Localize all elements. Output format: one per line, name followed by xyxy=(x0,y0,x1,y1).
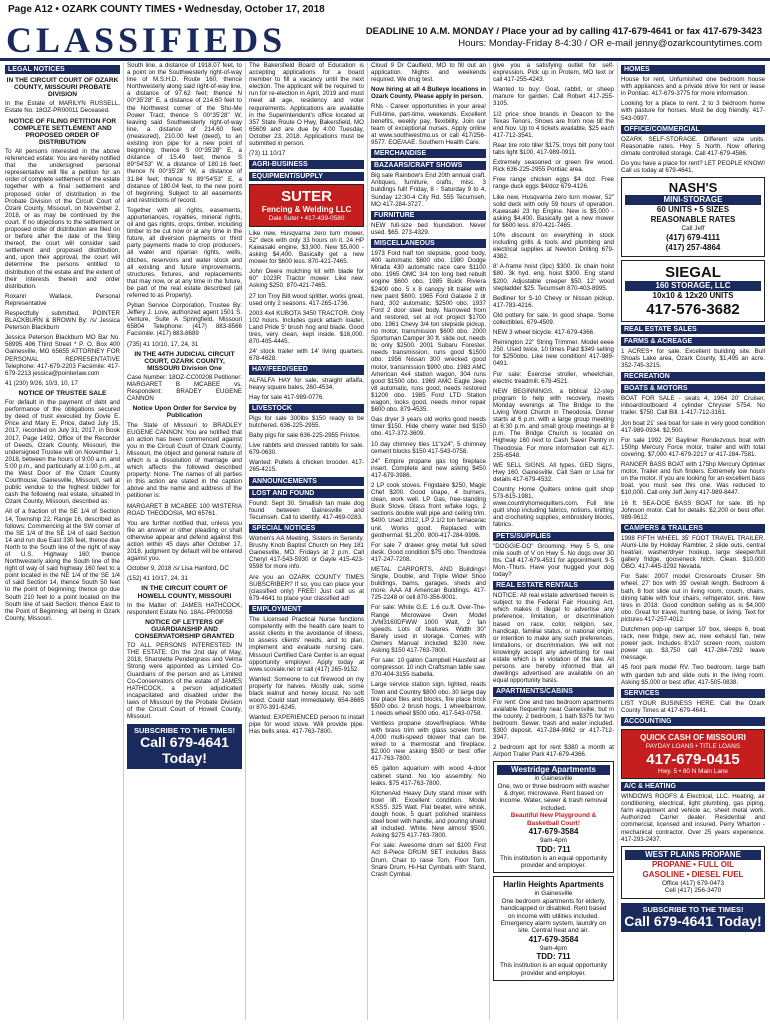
notice-text: (152) 41 10/17, 24, 31 xyxy=(127,575,188,583)
ad-text: 2 LP cook stoves. Frigidaire $250, Magic Chef $200. Good shape, 4 burners, clean, work well. LP Gas, free-standing Buck Stove. Glass front w/fake logs, 2 sections double wall pipe and ceiling trim. $400. Used 2012, LP 2 1/2 ton furnace/ac unit. Works good. Replaced with geothermal. $1,200. 800-417-284-9996. xyxy=(371,481,486,539)
ad-text: Rear tire roto tiller $175, troys bilt pony tool tabs light $100, 417-989-0911. xyxy=(493,141,614,157)
notice-text: Pyban Service Corporation, Trustee By: Jeffery J. Love, authorized agent 1501 S. Venture, Suite A Springfield, Missouri 65804 Telephone: (417) 883-8566 Facsimile: (417) 883-8689 xyxy=(127,302,242,338)
section-header: BOATS & MOTORS xyxy=(621,384,765,393)
ad-text: Bedliner for S-10 Chevy or Nissan pickup, 417-783-4216. xyxy=(493,294,614,309)
section-header: PETS/SUPPLIES xyxy=(493,532,614,541)
ad-text: The Bakersfield Board of Education is accepting applications for a board member to fill a vacancy until the next election. The applicant will be required to run for re-election in April, 2019 and must meet all age, residency and voter requirements. Applications are available in the Superintendent's office located at 357 State Route O Hwy, Bakersfield, MO 65609 and are due by 4:00 Tuesday, October 23, 2018. Applications must be submitted in person. xyxy=(249,62,364,148)
section-header: FURNITURE xyxy=(371,211,486,220)
section-header: FARMS & ACREAGE xyxy=(621,337,765,346)
ad-text: BOAT FOR SALE - seats 4, 1964 20' Cruiser, inboard/outboard 4 cylinder Chrysler 5754. No trailer. $750. Call Bill. 1-417-712-3161. xyxy=(621,395,765,417)
notice-text: In the Matter of: JAMES HATHCOCK, respondent Estate No. 18AL-PR00058 xyxy=(127,601,242,616)
ad-text: 1998 FIFTH WHEEL 35' FOOT TRAVEL TRAILER. Alumi-Lite by Holiday Rambler, 2 slide outs, central heat/air, washer/dryer hookup, large sleeper/full gallery fridge, gooseneck hitch. Clean. $10,000 OBO. 417-445-3292 Nevada. xyxy=(621,534,765,571)
ad-subtitle: GASOLINE • DIESEL FUEL xyxy=(642,869,744,879)
notice-text: You are further notified that, unless you file an answer or other pleading or shall otherwise appear and defend against this action within 45 days after October 17, 2018, judgment by default will be entered against you. xyxy=(127,519,242,563)
ad-text: Baby pigs for sale 636-225-2955 Fristoe. xyxy=(249,432,361,440)
notice-text: Jessica Peterson Blackburn MO Bar No. 58995 496 Third Street * P. O. Box 400 Gainesville, MO 65655 ATTORNEY FOR PERSONAL REPRESENTATIVE Telephone: 417-679-2203 Facsimile: 417-679-2213 jessica@pointerlaw.com xyxy=(5,334,120,377)
section-header: REAL ESTATE SALES xyxy=(621,325,765,334)
page-folio: Page A12 • OZARK COUNTY TIMES • Wednesday, October 17, 2018 xyxy=(8,4,325,15)
hours-line: Hours: Monday-Friday 8-4:30 / OR e-mail jenny@ozarkcountytimes.com xyxy=(458,38,762,49)
ad-phone: (417) 257-4864 xyxy=(665,242,721,252)
section-header: A/C & HEATING xyxy=(621,782,765,791)
section-header: MERCHANDISE xyxy=(371,149,486,158)
ad-text: NEW full-size bed foundation. Never used. $65. 273-4329. xyxy=(371,221,486,236)
subscribe-box xyxy=(621,903,765,932)
notice-heading: IN THE 44TH JUDICIAL CIRCUIT COURT, OZARK COUNTY, MISSOURI Division One xyxy=(134,350,235,372)
westridge-ad xyxy=(493,761,614,873)
ad-text: Wanted to buy: Goat, rabbit, or sheep manure for garden. Call Robert 417-255-3105. xyxy=(493,86,614,108)
ad-text: 24' stock trailer with 14' living quarters. 678-4628. xyxy=(249,348,364,363)
ad-phone: 417-679-0415 xyxy=(646,750,740,768)
ad-body: One, two or three bedroom with washer & dryer, microwave. Rent based on income. Water, sewer & trash removal included. xyxy=(497,782,610,812)
harlin-heights-ad xyxy=(493,876,614,981)
ad-text: ALFALFA HAY for sale, straight alfalfa, heavy square bales, 260-4534. xyxy=(249,376,364,391)
subscribe-phone: Call 679-4641 Today! xyxy=(624,912,762,929)
section-header: LIVESTOCK xyxy=(249,404,364,413)
ad-text: Wanted: Someone to cut firewood on my property for halves. Mostly oak, some black walnut and honey locust. No soft wood. Could start immediately. 654-8665 or 870-391-6245. xyxy=(249,675,364,712)
ad-text: "DOGGIE-DO" Grooming. Hwy 5 S, one mile south of V on Hwy 5. No dogs over 30 lbs. Call 417-679-4531 for appointment. 9-5 Mon.-Thurs. Have your hugged your dog today? xyxy=(493,542,614,578)
masthead xyxy=(0,22,770,61)
section-header: ACCOUNTING xyxy=(621,717,765,726)
ad-sizes: 60 UNITS • 5 SIZES xyxy=(656,205,730,215)
ad-text: Wanted: EXPERIENCED person to install pipe for wood stove. Will provide pipe. Has bells area. 417-763-7800. xyxy=(249,714,364,736)
ad-text: RNs - Career opportunities in your area! Full-time, part-time, weekends. Excellent benefits, weekly pay, flexibility. Join our team of exceptional nurses. Apply online at www.southwestmo.us or call 417/256-9577. EOE/AAE. Southern Health Care. xyxy=(371,103,486,146)
ad-text: Pigs for sale 300lbs $150 ready to be butchered. 636-225-2955. xyxy=(249,414,364,429)
ad-location: in Gainesville xyxy=(534,890,573,898)
notice-text: In the Estate of MARILYN RUSSELL, Estate No. 18OZ-PR00011 Deceased. xyxy=(5,100,120,115)
column-5 xyxy=(490,62,618,1020)
ad-tagline: Beautiful New Playground & Basketball Court! xyxy=(510,812,597,827)
ad-text: For Sale: 2007 model Crossroads Cruiser 5th wheel, 27' box with 35' overall length. Bedroom & bath, 8 foot slide out in living room, couch, chairs, dining table with four chairs, refrigerator, sink. New tires in 2018. Good condition selling as is $4,000 obo. Great for travel, hunting base, or living. Text for pictures 417-257-4012. xyxy=(621,573,765,623)
deadline-line: DEADLINE 10 A.M. MONDAY / Place your ad by calling 417-679-4641 or fax 417-679-3423 xyxy=(365,26,762,37)
section-header: EMPLOYMENT xyxy=(249,605,364,614)
ad-text: 16 ft. SEA-DOE BASS BOAT for sale. 85 hp Johnson motor. Call for details. $2,200 or best offer. 989-9612. xyxy=(621,499,765,521)
ad-text: For sale: Awesome drum set $100 First Act 8-Piece DRUM SET includes Bass Drum, Chair to raise Tom, Floor Tom, Snare Drum, Hi-Hat Cymbals with Stand, Crash Cymbal. xyxy=(371,842,486,878)
section-header: CAMPERS & TRAILERS xyxy=(621,524,765,533)
section-title: CLASSIFIEDS xyxy=(6,20,287,60)
ad-subtitle: 160 STORAGE, LLC xyxy=(625,281,761,291)
ad-text: 2003 4x4 KUBOTA 3450 TRACTOR. Only 102 hours. Includes quick attach loader, Land Pride 5' brush hog and blade. Good tires, very clean, kept inside. $16,000. 870-405-4445. xyxy=(249,309,364,346)
ad-text: 27 ton Troy Bilt wood splitter, works great, used only 2 seasons. 417-265-1736. xyxy=(249,292,364,307)
section-header: EQUIPMENT/SUPPLY xyxy=(249,172,364,181)
ad-title: Westridge Apartments xyxy=(497,765,610,775)
section-header: LEGAL NOTICES xyxy=(5,65,120,74)
ad-text: For rent: One and two bedroom apartments available frequently near Gainesville, but in the county. 2 bedroom, 1 bath $375 for two bedroom. Sewer, trash and water included. $300 deposit. 417-284-9962 or 417-712-3947. xyxy=(493,698,614,741)
ad-text: Jon boat 21' sea boat for sale in very good condition 417-989-0934. $2,500. xyxy=(621,419,765,434)
suter-ad xyxy=(249,184,364,226)
notice-text: TO ALL PERSONS INTERESTED IN THE ESTATE: On the 2nd day of May, 2018, Sharolette Pendergrass and Velma Strong were appointed as Limited Co-Guardians of the person and as Limited Co-Conservators of the estate of JAMES HATHCOCK, a person adjudicated incapacitated and disabled under the laws of Missouri by the Probate Division of the Circuit Court of Howell County, Missouri. xyxy=(127,642,242,721)
ad-text: Women's AA Meeting, Sisters in Serenity. Brushy Knob Baptist Church on Hwy 181 Gainesville, MO. Fridays at 2 p.m. Call Cheryl 417-543-5930 or Gayle 415-423-9598 for more info. xyxy=(249,535,364,571)
ad-text: Do you have a place for rent? LET PEOPLE KNOW! Call us today at 679-4641. xyxy=(621,160,765,175)
ad-subtitle: Fencing & Welding LLC xyxy=(261,205,352,215)
ad-text: Dutchmen pop-up camper 10' box, sleeps 6, boat rack, new fridge, new ac, new exhaust fan, new power jack. Includes 8'x10' screen room, custom power up. $3,750 call 417-284-7292 leave message. xyxy=(621,626,765,662)
ad-title: QUICK CASH OF MISSOURI xyxy=(640,733,746,743)
notice-text: MARGARET B MCABEE 100 WISTERIA ROAD THEODOSIA, MO 65761. xyxy=(127,502,242,517)
ad-text: Remington 22" String Trimmer. Model eeee 250. Used twice. 10 times Paid $349 selling for $250obo. Like new condition! 417-989-0491. xyxy=(493,339,614,368)
ad-title: SIEGAL xyxy=(665,263,721,281)
ad-subtitle: PAYDAY LOANS • TITLE LOANS xyxy=(645,743,741,751)
ad-text: Like new, Husqvarna zero turn mower, 52" solid deck with only 59 hours of operation. Kawasaki 23 hp Engine. New is $5,000 - asking $4,400. Basically get a new mower for $600 less. 870-421-7465. xyxy=(493,193,614,229)
ad-text: Extremely seasoned or green fire wood. Rick 636-225-2955 Pontiac area. xyxy=(493,159,614,174)
section-header: ANNOUNCEMENTS xyxy=(249,477,364,486)
ad-tdd: TDD: 711 xyxy=(536,844,571,854)
notice-text: Respectfully submitted, POINTER BLACKBURN & BROWN By: /s/ Jessica Peterson Blackburn xyxy=(5,310,120,332)
ad-phone: Dale Suter • 417-439-0580 xyxy=(268,215,345,223)
notice-text: Case Number: 18OZ-CC00208 Petitioner: MARGARET B MCABEE vs. Respondent: BRADEY EUGENE CANNON xyxy=(127,373,242,403)
deadline-info xyxy=(366,26,762,50)
ad-eoe: This institution is an equal opportunity provider and employer. xyxy=(500,854,607,869)
ad-tdd: TDD: 711 xyxy=(536,952,571,962)
section-header: AGRI-BUSINESS xyxy=(249,160,364,169)
ad-text: Country Home Quilters online quilt shop 573-615-1981, www.countryhomequilters.com. Full line quilt shop including fabrics, notions, knitting and crocheting supplies, embroidery blocks, fabrics. xyxy=(493,485,614,529)
ad-location: in Gainesville xyxy=(534,775,573,783)
ad-text: METAL CARPORTS, AND Buildings! Single, Double, and Triple Wide! Shoo buildings, barns, garages, sheds and more. AAA All American Buildings. 417-725-2248 or cell 870-356-9001. xyxy=(371,566,486,602)
ad-text: For sale 7 drawer grey metal full sized desk. Good condition $75 obo. Theodosia 417-247-7208. xyxy=(371,541,486,563)
section-header: APARTMENTS/CABINS xyxy=(493,687,614,696)
west-plains-propane-ad xyxy=(621,846,765,899)
ad-phone: 417-679-3584 xyxy=(528,827,579,837)
notice-text: Roxann Wallace, Personal Representative xyxy=(5,292,120,307)
notice-text: 41 (230) 9/26, 10/3, 10, 17 xyxy=(5,379,78,387)
ad-text: Live rabbits and dressed rabbits for sale. 679-0630. xyxy=(249,442,364,457)
ad-text: OZARK SELF-STORAGE. Different size units. Reasonable rates. Hwy 5 North. Now offering climate controlled storage. Call 417-679-4586. xyxy=(621,135,765,157)
section-header: SPECIAL NOTICES xyxy=(249,524,364,533)
siegal-storage-ad xyxy=(621,260,765,322)
ad-text: WE SELL SIGNS. All types. GED Signs, Hwy 160, Gainesville. Call Sam or Lisa for details 417-679-4532. xyxy=(493,461,614,483)
ad-text: The Licensed Practical Nurse functions competently with the health care team to assist clients in the avoidance of illness, to assess clients' needs, and to plan, implement and evaluate nursing care. Missouri Certified Care Center is an equal opportunity employer. Apply today at www.scovale.net or call (417) 265-9152. xyxy=(249,616,364,673)
notice-text: For default in the payment of debt and performance of the obligations secured by deed of trust executed by Dovie E. Price and Mary E. Price, dated July 15, 2017, recorded on July 31, 2017, in Book 2017, Page 1492, Office of the Recorder of Deeds, Ozark County, Missouri, the undersigned Trustee will on November 1, 2018, between the hours of 9:00 a.m. and 5:00 p.m., and particularly at 1:00 p.m., at the West Door of the Ozark County Courthouse, Gainesville, Missouri, sell at public vendue to the highest bidder for cash the following real estate, situated in Ozark County, Missouri, described as: xyxy=(5,399,120,506)
ad-hours: 9am-4pm xyxy=(540,837,567,845)
quick-cash-ad xyxy=(621,729,765,779)
ad-text: 1973 Ford half ton stepside, good body, 400 automatic $600 obo. 1980 Dodge Mirada 430 automatic race care $1100 obo. 1965 OMC 3/4 ton long bed rebuilt engine $600 obo. 1985 Buick Riviera $2400 obo. 5 x 8 canopy tilt trailer with new paint $600. 1965 Ford Galaxie 2 dr hard, 302 automatic, $2500 obo. 1937 Ford 2 door steel body. Narrowed from and restored, set at not project $1700 obo. 1961 Chevy 3/4 ton stepside pickup, no motor, transmission $600 obo. 2000 Sportsman Camper 30 ft. slide out, needs tlc only $2500. 2001 Subaru Forester, needs transmission, runs good $1500 obo. 1956 Nissan 300 wrecked good motor, transmission $900 obo. 1983 AMC American 4x4 station wagon, 304 runs good $1500 obo. 1969 AMC Eagle Jeep v8 automatic, runs good, needs restored $1200 obo. 1985 Ford LTD Station wagon, looks good, needs minor repair $600 obo. 879-4535. xyxy=(371,250,486,414)
ad-phone: (417) 679-4111 xyxy=(666,232,720,242)
ad-text: 24" Empire propane gas log fireplace insert. Complete and new asking $450 417-679-3986. xyxy=(371,457,486,479)
column-2 xyxy=(124,62,246,1020)
nashs-storage-ad xyxy=(621,177,765,256)
ad-text: John Deere mulching kit with blade for 60" 1023R Tractor mower. Like new. Asking $250. 870-421-7465. xyxy=(249,268,364,290)
ad-eoe: This institution is an equal opportunity provider and employer. xyxy=(500,962,607,977)
notice-text: October 9, 2018 /s/ Lisa Hanford, DC xyxy=(127,565,229,573)
section-header: BAZAARS/CRAFT SHOWS xyxy=(371,161,486,170)
ad-text: give you a satisfying outlet for self-expression. Pick up in Protem, MO text or call 417-255-4243. xyxy=(493,62,614,84)
ad-text: Like new, Husqvarna zero turn mower, 52" deck with only 33 hours on it. 24 HP Kawasaki engine, $3,900. New $5,000 - asking $4,400. Basically get a new mower for $600 less. 870-421-7465. xyxy=(249,229,364,266)
notice-text: South line, a distance of 1918.07 feet, to a point on the Southwesterly right-of-way line of M.S.H.D. Route 160; thence Northwesterly along said right-of-way line, a distance of 97.62 feet; thence N 00°35'28" E, a distance of 214.60 feet to the Northwest corner of the Sho-Me Power Tract; thence S 00°35'28" W, leaving said Southwesterly right-of-way line, a distance of 214.60 feet (measured), 210.00 feet (deed), to an existing iron pipe for a new point of beginning; thence S 00°35'28" E, a distance of 15.49 feet; thence S 89°54'53" W, a distance of 180.16 feet; thence N 00°35'28" W, a distance of 31.84 feet; thence N 89°54'53" E, a distance of 180.04 feet, to the new point of beginning. Subject to all easements and restrictions of record. xyxy=(127,62,242,204)
ad-text: Cloud 9 Dr Caulfield, MO to fill out an application. Nights and weekends required. We drug test. xyxy=(371,62,486,84)
ad-hours: 9am-4pm xyxy=(540,944,567,952)
column-3 xyxy=(246,62,368,1020)
notice-heading: IN THE CIRCUIT COURT OF OZARK COUNTY, MISSOURI PROBATE DIVISION xyxy=(6,77,119,99)
ad-phone: 417-576-3682 xyxy=(646,300,740,318)
section-header: MISCELLANEOUS xyxy=(371,239,486,248)
ad-address: Hwy. 5 • 80 N Main Lane xyxy=(658,767,728,775)
subscribe-line: SUBSCRIBE TO THE TIMES! xyxy=(133,726,236,736)
ad-text: For sale: White G.E. 1.6 cu.ft. Over-The-Range Microwave Oven Model JVM3160DFWW 1000 Watt, 2 fan speeds. Lots of features. Width 30" Barely used in storage. Comes with Owners Manual included $230 new. Asking $150 417-763-7800. xyxy=(371,604,486,655)
notice-heading: IN THE CIRCUIT COURT OF HOWELL COUNTY, MISSOURI xyxy=(137,585,232,600)
notice-text: To All persons interested in the above referenced estate: You are hereby notified that the undersigned personal representative will file a petition for an order of complete settlement of the estate together with a final settlement and proposed order of distribution in the Probate Division of the Circuit Court of Ozark County, Missouri, on November 2, 2018, or as may be continued by the court. If no objections to the settlement or proposed order of distribution are filed on or before after the date of the filing thereof, the court will consider said settlement and proposed distribution, and, upon their approval, the court will determine the persons entitled to distribution of the estate and the extent of their interests therein and order distribution. xyxy=(5,147,120,290)
ad-subtitle: MINI-STORAGE xyxy=(625,195,761,205)
section-header: RECREATION xyxy=(621,372,765,381)
section-header: OFFICE/COMMERCIAL xyxy=(621,125,765,134)
ad-phone: Cell (417) 256-3470 xyxy=(664,887,722,895)
ad-text: 8' A-frame hoist (3pc) $300. 1k chain hoist $80. 3k hyd. eng. hoist $300. Eng stand $200. Adjustable creeper $50. 12' wood stepladder $25. Tecumseh 870-403-8995. xyxy=(493,263,614,292)
ad-text: NEW 3 wheel bicycle. 417-679-4366. xyxy=(493,329,595,337)
subscribe-box xyxy=(127,724,242,769)
ad-text: RANGER BASS BOAT with 175hp Mercury Optimax motor. Trailer and fish finders. Extremely low hours on the motor. If you are looking for an excellent bass boat, you must see this one. Was reduced to $10,000. Call only Jeff Jerry 417-989-8447. xyxy=(621,461,765,497)
ad-rates: REASONABLE RATES xyxy=(650,215,736,225)
notice-text: Together with all rights, easements, appurtenances, royalties, mineral rights, oil and gas rights, crops, timber, including timber to be cut now or at any time in the future, all diversion payments or third party payments made to crop producers, all water and riparian rights, wells, ditches, reservoirs and water stock and all existing and future improvements, structures, fixtures, and replacements that may now, or at any time in the future, be part of the real estate described (all referred to as Property). xyxy=(127,206,242,299)
ad-text: 45 foot park model RV. Two bedroom, large bath with garden tub and slide outs in the living room. Asking $5,000 or best offer. 417-505-0838. xyxy=(621,664,765,686)
ad-text: Hay for sale 417-989-0776. xyxy=(249,393,324,401)
notice-heading: NOTICE OF LETTERS OF GUARDIANSHIP AND CONSERVATORSHIP GRANTED xyxy=(134,618,235,641)
column-1 xyxy=(2,62,124,1020)
column-6 xyxy=(618,62,768,1020)
notice-text: The State of Missouri to BRADLEY EUGENE CANNON: You are notified that an action has been commenced against you in the Circuit Court of Ozark County, Missouri, the object and general nature of which is a dissolution of marriage and which affects the followed described property: None. The names of all parties in this action are stated in the caption above and the name and address of the petitioner is: xyxy=(127,421,242,500)
ad-text: Gas dryer 3 years old works good needs timer $150. Hide cherry water bed $150 obo. 417-372-3609. xyxy=(371,416,486,438)
ad-phone: Office (417) 679-0473 xyxy=(661,879,725,887)
ad-text: 10 day chimney tiles 11"x24", 5 chimney cement blocks $150 417-543-0758. xyxy=(371,440,486,455)
notice-text: All of a fraction of the SE 1/4 of Section 14, Township 22, Range 16, described as follows: Commencing at the SW corner of the SE 1/4 of the SE 1/4 of said Section 14 and run due East 330 feet, thence due North to the South line of the right of way of U.S. Highway 160; thence Northwesterly along the South line of the right of way of said highway 160 feet to a point located in the NE 1/4 of the SE 1/4 of said Section 14, thence South 50 feet to the point of beginning; thence go due South 210 feet to a point located on the South line of said Section; thence East to the Point of Beginning, all being in Ozark County, Missouri. xyxy=(5,508,120,622)
subscribe-phone: Call 679-4641 Today! xyxy=(140,734,229,767)
ad-text: Free range chicken eggs $4 doz. Free range duck eggs $4/doz 679-4126. xyxy=(493,176,614,191)
ad-title: SUTER xyxy=(281,188,332,206)
ad-text: 1/2 price shoe brands in Deacon to the Texas Tenors, Shows are from now till the end Nov. Up to 4 tickets available, $25 each 417-712-3541. xyxy=(493,110,614,139)
section-header: LOST AND FOUND xyxy=(249,489,364,498)
ad-title: Harlin Heights Apartments xyxy=(503,880,604,890)
notice-text: (735) 41 10/10, 17, 24, 31 xyxy=(127,340,199,348)
ad-subtitle: PROPANE • FULL OIL xyxy=(651,859,735,869)
ad-text: KitchenAid Heavy Duty stand mixer with bowl lift. Excellent condition. Model KSSS. 325 Watt. Flat beater, wire whisk, dough hook, 5 quart polished stainless steel bowl with handle, and pouring shield all included. White. New almost $500. Asking $275 417-763-7800. xyxy=(371,789,486,840)
subscribe-line: SUBSCRIBE TO THE TIMES! xyxy=(642,904,744,914)
ad-call: Call Jeff xyxy=(681,225,705,233)
page-header xyxy=(0,0,770,22)
section-header: SERVICES xyxy=(621,689,765,698)
ad-title: NASH'S xyxy=(668,180,718,196)
notice-heading: Notice Upon Order for Service by Publication xyxy=(132,405,237,420)
column-4 xyxy=(368,62,490,1020)
ad-text: Are you an OZARK COUNTY TIMES SUBSCRIBER? If so, you can place your (classified only) FREE! Just call us at 679-4641 to place your classified ad! xyxy=(249,573,364,602)
ad-text: 2 bedroom apt for rent $380 a month at Airport Trailer Park 417-679-4366. xyxy=(493,744,614,759)
section-header: REAL ESTATE RENTALS xyxy=(493,581,614,590)
ad-text: Now hiring at all 4 Bulleye locations in Ozark County. Please apply in person. xyxy=(371,86,486,101)
ad-text: Found: Sept 30. Smallish tan male dog found between Gainesville and Tecumseh. Call to identify. 417-469-0283. xyxy=(249,499,364,521)
ad-title: WEST PLAINS PROPANE xyxy=(625,850,761,860)
notice-heading: NOTICE OF FILING PETITION FOR COMPLETE SETTLEMENT AND PROPOSED ORDER OF DISTRIBUTION xyxy=(8,117,117,146)
ad-text: 1 ACRES+ for sale. Excellent building site. Bull Shoals Lake area, Ozark County, $1,495 an acre. 352-745-3215. xyxy=(621,347,765,369)
ad-text: For sale: Exercise stroller, wheelchair, electric treadmill. 679-4521. xyxy=(493,370,614,385)
ad-text: Looking for a place to rent. 2 to 3 bedroom home with pasture for horses. Must be dog friendly. 417-543-0997. xyxy=(621,100,765,122)
ad-sizes: 10x10 & 12x20 UNITS xyxy=(652,290,734,300)
ad-phone: 417-679-3584 xyxy=(528,934,579,944)
ad-text: For sale 1992 26' Bayliner Rendezvous boat with 150hp Mercury Force motor, trailer and with total covering. $7,000 417-679-2217 or 417-284-7581. xyxy=(621,436,765,458)
ad-text: Big sale Rainbow's End 20th annual craft. Antiques, furniture, crafts, misc. 3 buildings full! Friday, 8 - Saturday 9 to 4, Sunday 12:30-4 City Rd. 555 Tecumseh, MO 417-284-3727. xyxy=(371,172,486,208)
ad-text: 10% discount on everything in stock including grills & tools and plumbing and electrical supplies at Newton Drilling 679-4382. xyxy=(493,231,614,261)
ad-body: One bedroom apartments for elderly, handicapped or disabled. Rent based on income with utilities included. Emergency alarm system, laundry on site. Central heat and air. xyxy=(500,897,607,935)
section-header: HOMES xyxy=(621,65,765,74)
ad-text: Ventless propane stove/fireplace. White with brass trim with glass screen front. 4,000 multi-speed blower that can be wired to a thermostat and fireplace. $2,000 new asking $500 or best offer 417-763-7800. xyxy=(371,719,486,763)
ad-text: Old pottery for sale. In good shape. Some collectibles. 679-4509. xyxy=(493,311,614,326)
ad-text: NOTICE: All real estate advertised herein is subject to the Federal Fair Housing Act, which makes it illegal to advertise any preference, limitation, or discrimination based on race, color, religion, sex, handicap, familial status, or national origin, or intention to make any such preferences, limitations, or discrimination. We will not knowingly accept any advertising for real estate which is in violation of the law. All persons are hereby informed that all dwellings advertised are available on an equal opportunity basis. xyxy=(493,592,614,685)
ad-text: For sale: 10 gallon Campbell Hausfeld air compressor. 10 inch Craftsman table saw. 870-404-3155 Isabella. xyxy=(371,657,486,679)
ad-text: LIST YOUR BUSINESS HERE. Call the Ozark County Times at 417-679-4641. xyxy=(621,699,765,714)
ad-text: Large service station sign, lighted, reads Town and Country $800 obo. 30 large day tire place files and blocks, fire place brick $500 obo. 2 brush hogs, 1 wheelbarrow, 1 needs wheel $500 obo. 417-543-0758. xyxy=(371,681,486,717)
section-header: HAY/FEED/SEED xyxy=(249,365,364,374)
ad-text: Wanted: Pullets & chicken brooder. 417-265-4215. xyxy=(249,459,364,474)
ad-text: NEW BEGINNINGS, a biblical 12-step program to help with recovery, meets Monday evenings at The Bridge to the Living Word Church in Theodosia. Dinner starts at 6 p.m. with a large group meeting at 6:30 p.m. and small group meetings at 8 p.m. The Bridge Church is located on Highway 160 next to Cash Saver Pantry in Theodosia. For more information call 417-255-6548. xyxy=(493,387,614,459)
ad-text: (73) 11 10/17 xyxy=(249,150,286,158)
ad-text: 65 gallon aquarium with wood 4-door cabinet stand. No too assembly. No leaks. $75 417-763-7800. xyxy=(371,765,486,787)
ad-text: House for rent. Unfurnished one bedroom house with appliances and a private drive for rent or lease in Pontiac. 417-679-3775 for more information. xyxy=(621,76,765,98)
ad-text: WINDOWS ROOFS & Electrical, LLC. Heating, air conditioning, electrical, light plumbing, gas piping, farm equipment and vehicle ac, sheet metal work. Authorized Carrier dealer. Residential and commercial, licensed and insured. Perry Wharton - mechanical contractor. Over 25 years experience. 417-293-2437. xyxy=(621,793,765,843)
notice-heading: NOTICE OF TRUSTEE SALE xyxy=(18,389,107,397)
